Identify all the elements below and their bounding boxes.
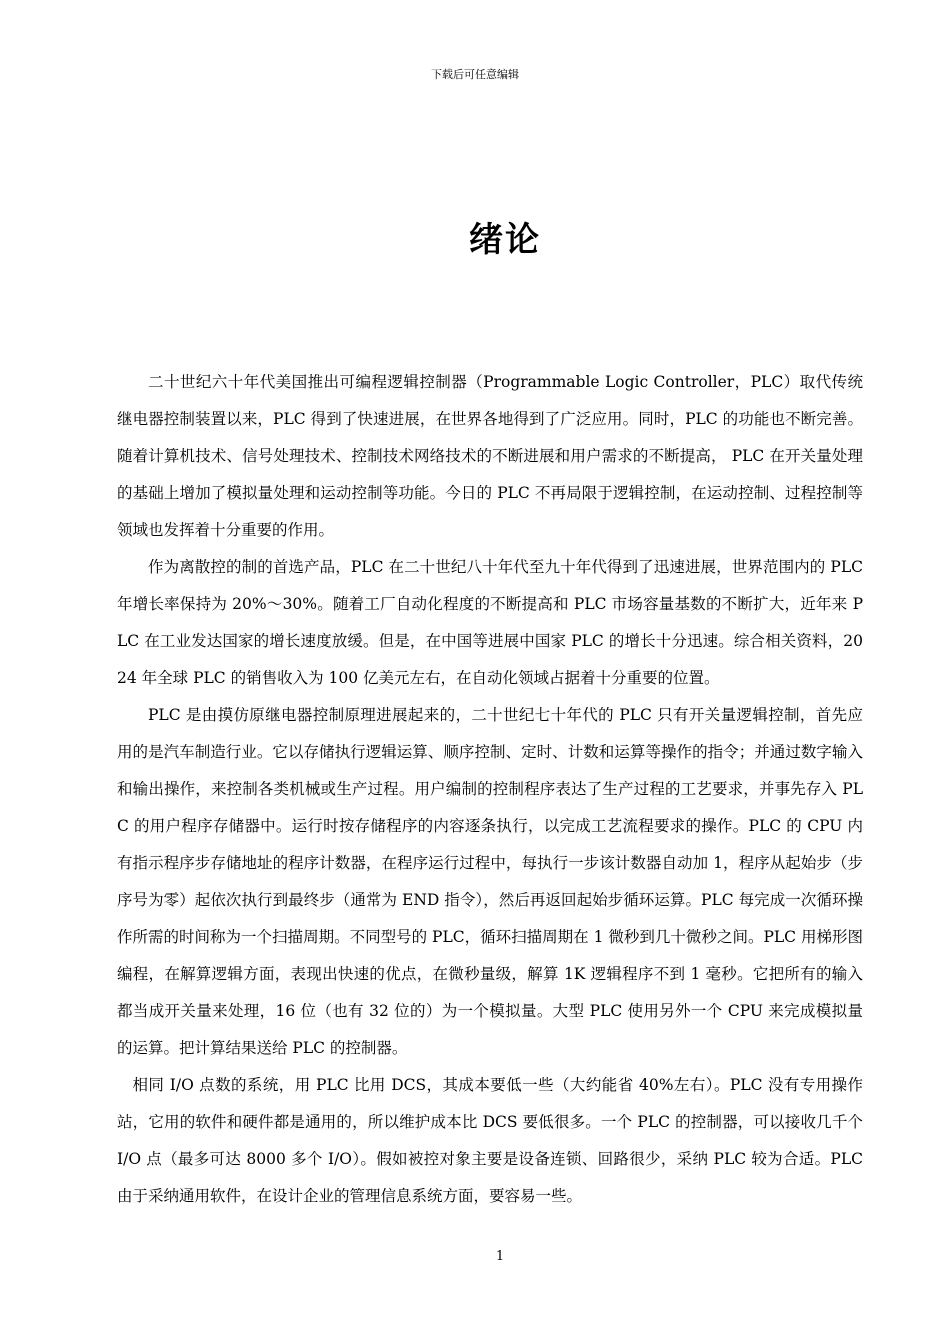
- paragraph-4: 相同 I/O 点数的系统，用 PLC 比用 DCS，其成本要低一些（大约能省 40%左右）。PLC 没有专用操作站，它用的软件和硬件都是通用的，所以维护成本比 DCS 要低很多。一个 PLC 的控制器，可以接收几千个 I/O 点（最多可达 8000 多个 I/O）。假如被控对象主要是设备连锁、回路很少，采纳 PLC 较为合适。PLC 由于采纳通用软件，在设计企业的管理信息系统方面，要容易一些。: [117, 1076, 863, 1205]
- document-body: [117, 364, 863, 1215]
- paragraph-3: PLC 是由摸仿原继电器控制原理进展起来的，二十世纪七十年代的 PLC 只有开关量逻辑控制，首先应用的是汽车制造行业。它以存储执行逻辑运算、顺序控制、定时、计数和运算等操作的指令；并通过数字输入和输出操作，来控制各类机械或生产过程。用户编制的控制程序表达了生产过程的工艺要求，并事先存入 PLC 的用户程序存储器中。运行时按存储程序的内容逐条执行，以完成工艺流程要求的操作。PLC 的 CPU 内有指示程序步存储地址的程序计数器，在程序运行过程中，每执行一步该计数器自动加 1，程序从起始步（步序号为零）起依次执行到最终步（通常为 END 指令），然后再返回起始步循环运算。PLC 每完成一次循环操作所需的时间称为一个扫描周期。不同型号的 PLC，循环扫描周期在 1 微秒到几十微秒之间。PLC 用梯形图编程，在解算逻辑方面，表现出快速的优点，在微秒量级，解算 1K 逻辑程序不到 1 毫秒。它把所有的输入都当成开关量来处理，16 位（也有 32 位的）为一个模拟量。大型 PLC 使用另外一个 CPU 来完成模拟量的运算。把计算结果送给 PLC 的控制器。: [117, 706, 863, 1057]
- page-number: 1: [495, 1249, 505, 1264]
- paragraph-2: 作为离散控的制的首选产品，PLC 在二十世纪八十年代至九十年代得到了迅速进展，世界范围内的 PLC 年增长率保持为 20%～30%。随着工厂自动化程度的不断提高和 PLC 市场容量基数的不断扩大，近年来 PLC 在工业发达国家的增长速度放缓。但是，在中国等进展中国家 PLC 的增长十分迅速。综合相关资料，2024 年全球 PLC 的销售收入为 100 亿美元左右，在自动化领域占据着十分重要的位置。: [117, 558, 863, 687]
- paragraph-1: 二十世纪六十年代美国推出可编程逻辑控制器（Programmable Logic Controller，PLC）取代传统继电器控制装置以来，PLC 得到了快速进展，在世界各地得到了广泛应用。同时，PLC 的功能也不断完善。随着计算机技术、信号处理技术、控制技术网络技术的不断进展和用户需求的不断提高， PLC 在开关量处理的基础上增加了模拟量处理和运动控制等功能。今日的 PLC 不再局限于逻辑控制，在运动控制、过程控制等领域也发挥着十分重要的作用。: [117, 373, 863, 539]
- header-note: 下载后可任意编辑: [431, 68, 519, 81]
- document-title: 绪论: [469, 220, 541, 260]
